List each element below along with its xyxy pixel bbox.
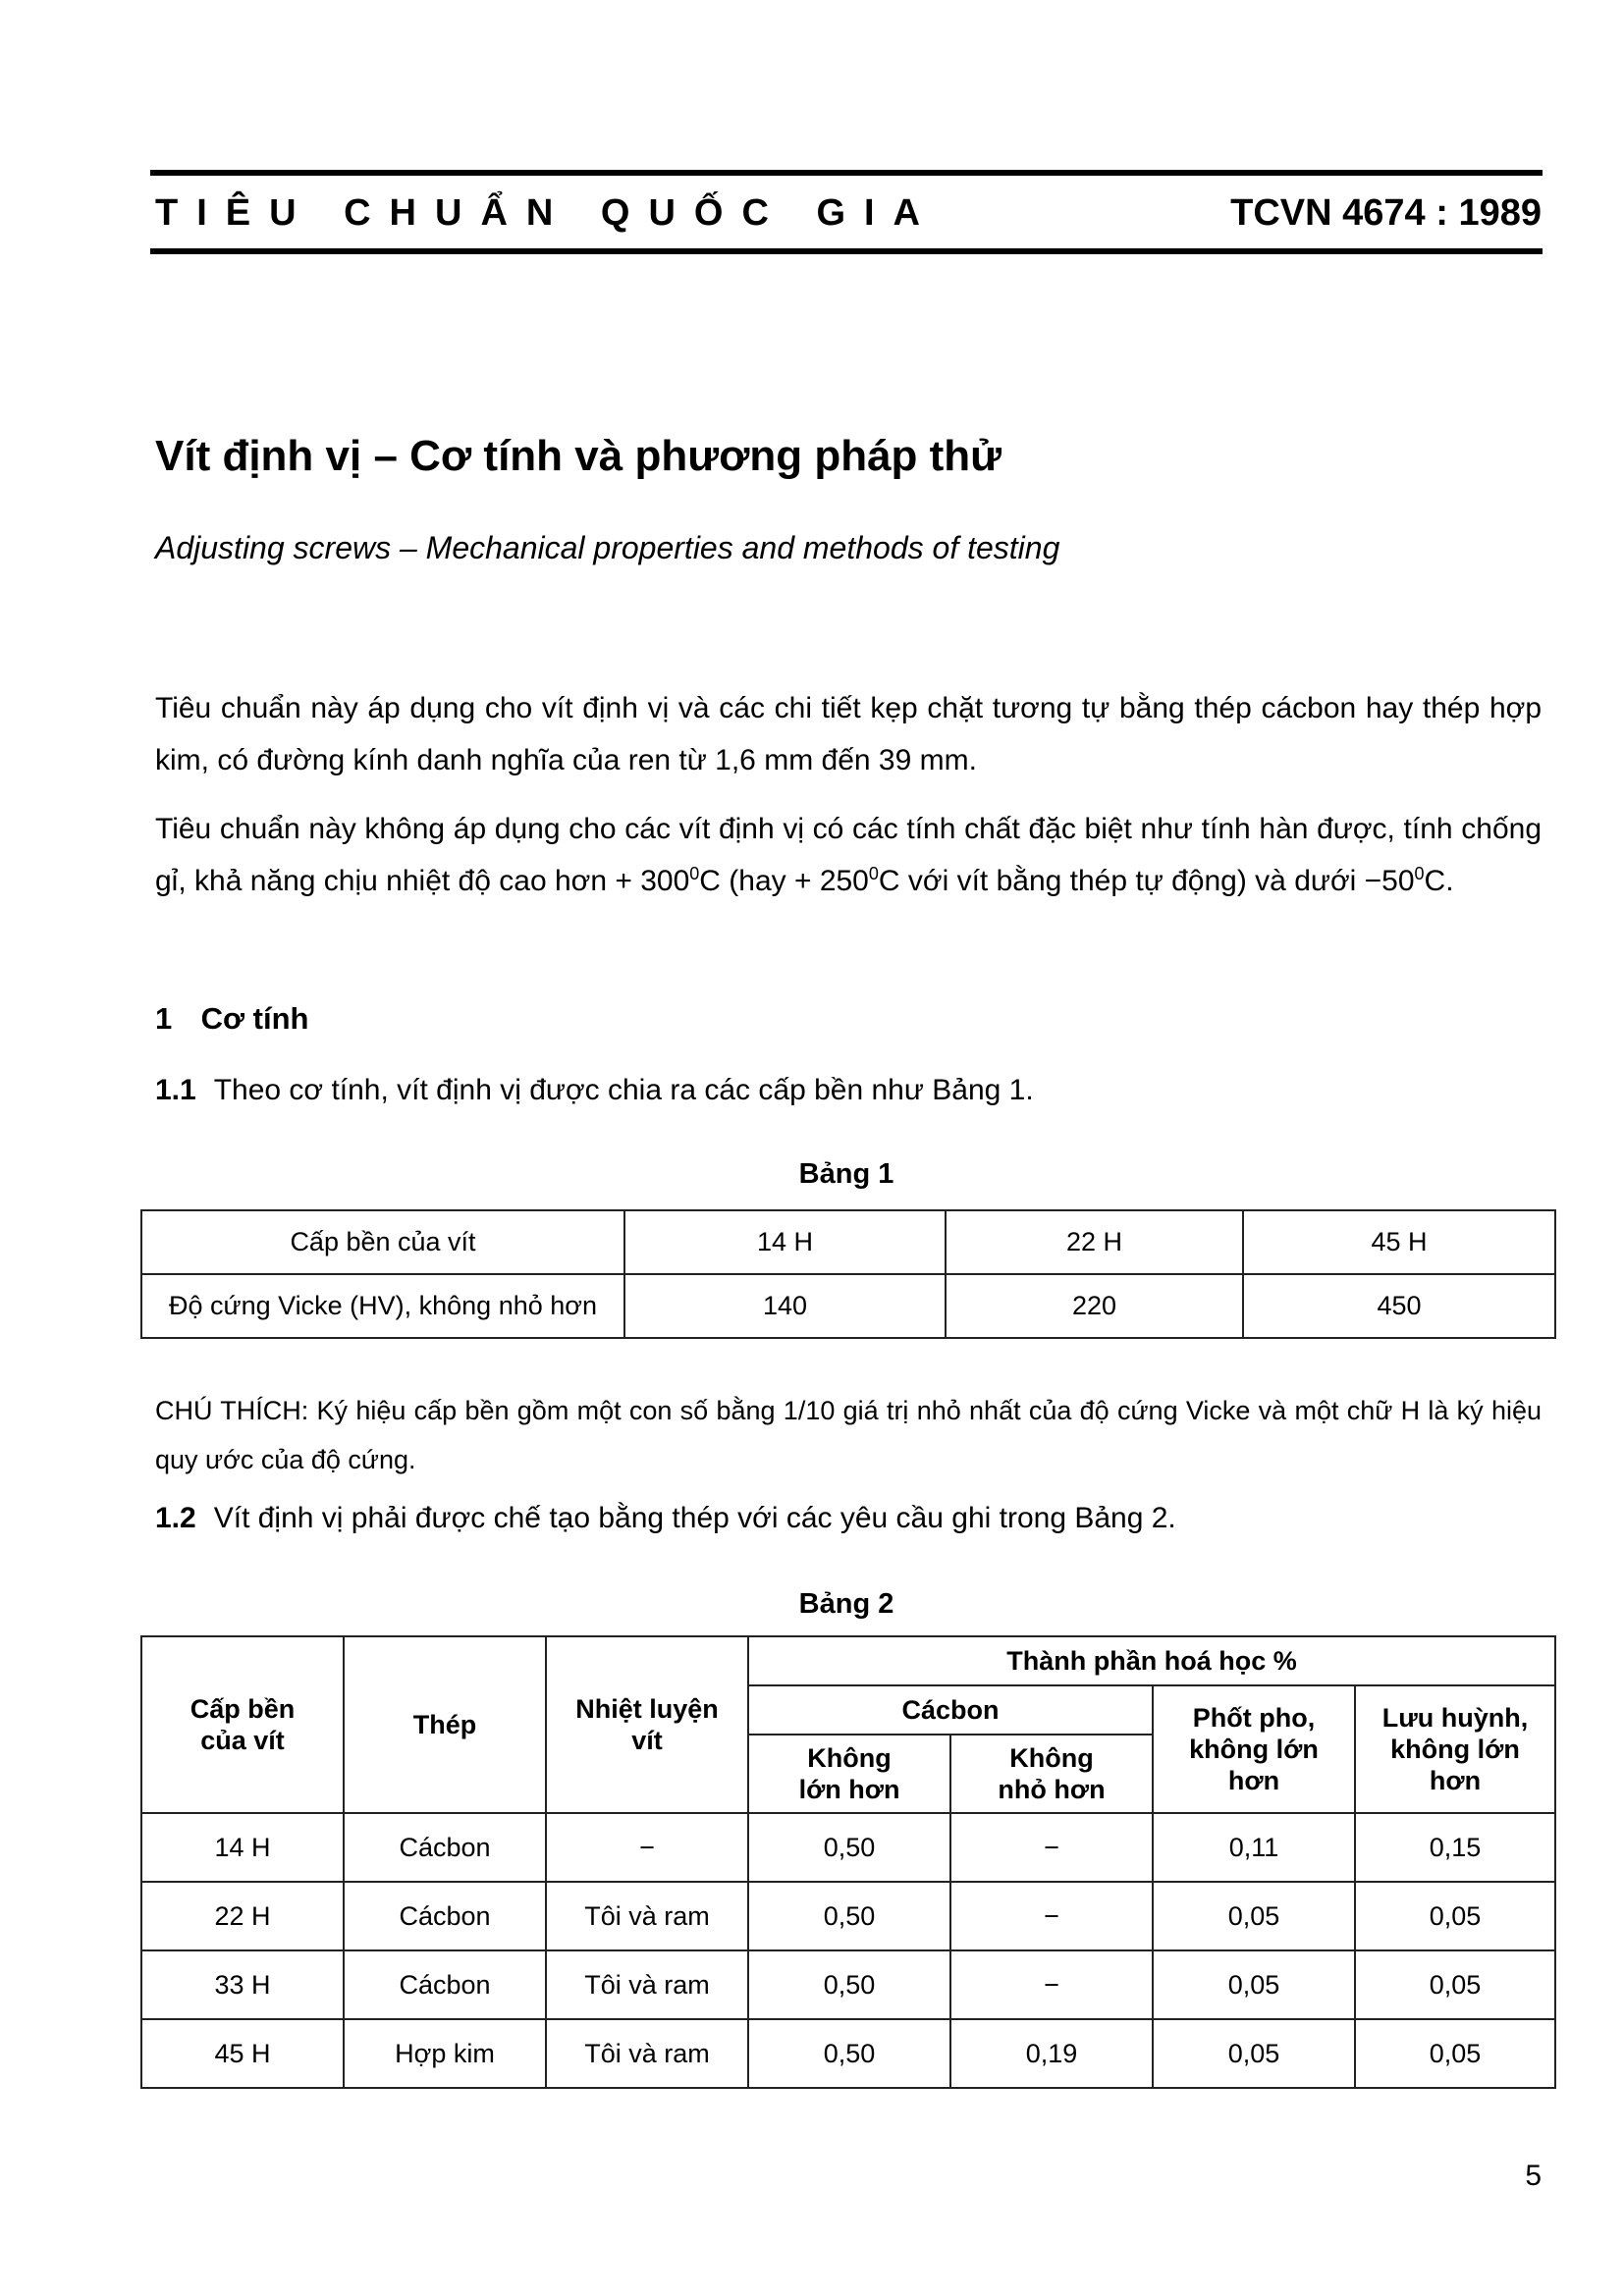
header-carbon: Cácbon: [748, 1685, 1153, 1735]
table-cell: 0,50: [748, 1950, 950, 2019]
table-row: [141, 1274, 1555, 1338]
document-subtitle: Adjusting screws – Mechanical properties and methods of testing: [155, 530, 1060, 565]
clause-text: Vít định vị phải được chế tạo bằng thép với các yêu cầu ghi trong Bảng 2.: [213, 1502, 1176, 1534]
table-cell: 140: [624, 1274, 946, 1338]
table-cell: 33 H: [141, 1950, 344, 2019]
table-header-row: [141, 1636, 1555, 1685]
table-cell: 0,05: [1153, 1882, 1355, 1950]
section-title: Cơ tính: [200, 1001, 309, 1036]
table-cell: 0,50: [748, 1882, 950, 1950]
exclusion-text-d: C.: [1424, 865, 1454, 897]
table2-caption: Bảng 2: [798, 1588, 894, 1620]
table-cell: 14 H: [141, 1813, 344, 1882]
degree-sup-1: 0: [689, 864, 700, 883]
table-cell: Hợp kim: [344, 2019, 546, 2088]
table-row: [141, 1882, 1555, 1950]
table-cell: 0,15: [1355, 1813, 1555, 1882]
table1: [140, 1209, 1556, 1339]
table-cell: 0,05: [1355, 2019, 1555, 2088]
header-phosphorus: [1153, 1685, 1355, 1813]
header-carbon-max: [748, 1735, 950, 1813]
table-cell: 0,50: [748, 1813, 950, 1882]
table-cell: 450: [1243, 1274, 1555, 1338]
table-cell: Tôi và ram: [546, 2019, 748, 2088]
header-grade-text: Cấp bền của vít: [189, 1694, 296, 1755]
degree-sup-2: 0: [868, 864, 879, 883]
clause-text: Theo cơ tính, vít định vị được chia ra các cấp bền như Bảng 1.: [213, 1074, 1034, 1106]
standard-code: TCVN 4674 : 1989: [1230, 192, 1542, 234]
table-cell: 45 H: [141, 2019, 344, 2088]
clause-number: 1.1: [155, 1074, 196, 1106]
clause-1-1: [155, 1074, 1034, 1107]
clause-number: 1.2: [155, 1502, 196, 1534]
header-steel: Thép: [344, 1636, 546, 1813]
exclusion-text-b: C (hay + 250: [699, 865, 869, 897]
header-top-rule: [150, 170, 1543, 176]
table-cell: 45 H: [1243, 1210, 1555, 1274]
table-row: [141, 1813, 1555, 1882]
header-sulfur: [1355, 1685, 1555, 1813]
table-cell: 0,05: [1153, 1950, 1355, 2019]
table-cell: 0,05: [1355, 1950, 1555, 2019]
table2: [140, 1635, 1556, 2089]
header-phosphorus-text: Phốt pho, không lớn hơn: [1189, 1703, 1319, 1795]
header-carbon-min: [950, 1735, 1153, 1813]
scope-paragraph: Tiêu chuẩn này áp dụng cho vít định vị và các chi tiết kẹp chặt tương tự bằng thép cácbon hay thép hợp kim, có đường kính danh nghĩa của ren từ 1,6 mm đến 39 mm.: [155, 692, 1542, 776]
table-cell: 0,50: [748, 2019, 950, 2088]
section-heading: [155, 1001, 308, 1037]
table-cell: 0,05: [1153, 2019, 1355, 2088]
table1-caption: Bảng 1: [798, 1158, 894, 1190]
table-cell: Cácbon: [344, 1950, 546, 2019]
table-cell: 22 H: [141, 1882, 344, 1950]
table-cell: Tôi và ram: [546, 1882, 748, 1950]
degree-sup-3: 0: [1414, 864, 1425, 883]
document-title: Vít định vị – Cơ tính và phương pháp thử: [155, 432, 1002, 480]
header-carbon-max-text: Không lớn hơn: [798, 1743, 900, 1804]
table-cell: Tôi và ram: [546, 1950, 748, 2019]
table-cell: 0,11: [1153, 1813, 1355, 1882]
section-number: 1: [155, 1001, 173, 1036]
page-number: 5: [1525, 2160, 1542, 2192]
table-cell: 14 H: [624, 1210, 946, 1274]
header-carbon-min-text: Không nhỏ hơn: [998, 1743, 1106, 1804]
header-sulfur-text: Lưu huỳnh, không lớn hơn: [1381, 1703, 1529, 1795]
clause-1-2: [155, 1502, 1176, 1535]
table-cell: −: [950, 1813, 1153, 1882]
table-cell: Độ cứng Vicke (HV), không nhỏ hơn: [141, 1274, 624, 1338]
table-cell: 220: [946, 1274, 1243, 1338]
table-cell: −: [950, 1882, 1153, 1950]
table-cell: Cấp bền của vít: [141, 1210, 624, 1274]
header-chemical-composition: Thành phần hoá học %: [748, 1636, 1555, 1685]
header-bottom-rule: [150, 248, 1543, 254]
header-grade: [141, 1636, 344, 1813]
header-heat-text: Nhiệt luyện vít: [575, 1694, 719, 1755]
table1-note: CHÚ THÍCH: Ký hiệu cấp bền gồm một con số bằng 1/10 giá trị nhỏ nhất của độ cứng Vicke và một chữ H là ký hiệu quy ước của độ cứng.: [155, 1396, 1542, 1474]
table-cell: Cácbon: [344, 1882, 546, 1950]
table-row: [141, 1210, 1555, 1274]
table-cell: 0,19: [950, 2019, 1153, 2088]
table-cell: Cácbon: [344, 1813, 546, 1882]
exclusion-text-c: C với vít bằng thép tự động) và dưới −50: [878, 865, 1415, 897]
exclusion-text-a: Tiêu chuẩn này không áp dụng cho các vít định vị có các tính chất đặc biệt như tính hàn được, tính chống gỉ, khả năng chịu nhiệt độ cao hơn + 300: [155, 813, 1542, 897]
header-heat-treatment: [546, 1636, 748, 1813]
table-row: [141, 2019, 1555, 2088]
table-row: [141, 1950, 1555, 2019]
standard-series-label: TIÊU CHUẨN QUỐC GIA: [155, 192, 939, 234]
exclusion-paragraph: [155, 803, 1542, 907]
table-cell: −: [546, 1813, 748, 1882]
table-cell: 0,05: [1355, 1882, 1555, 1950]
table-cell: 22 H: [946, 1210, 1243, 1274]
table-cell: −: [950, 1950, 1153, 2019]
